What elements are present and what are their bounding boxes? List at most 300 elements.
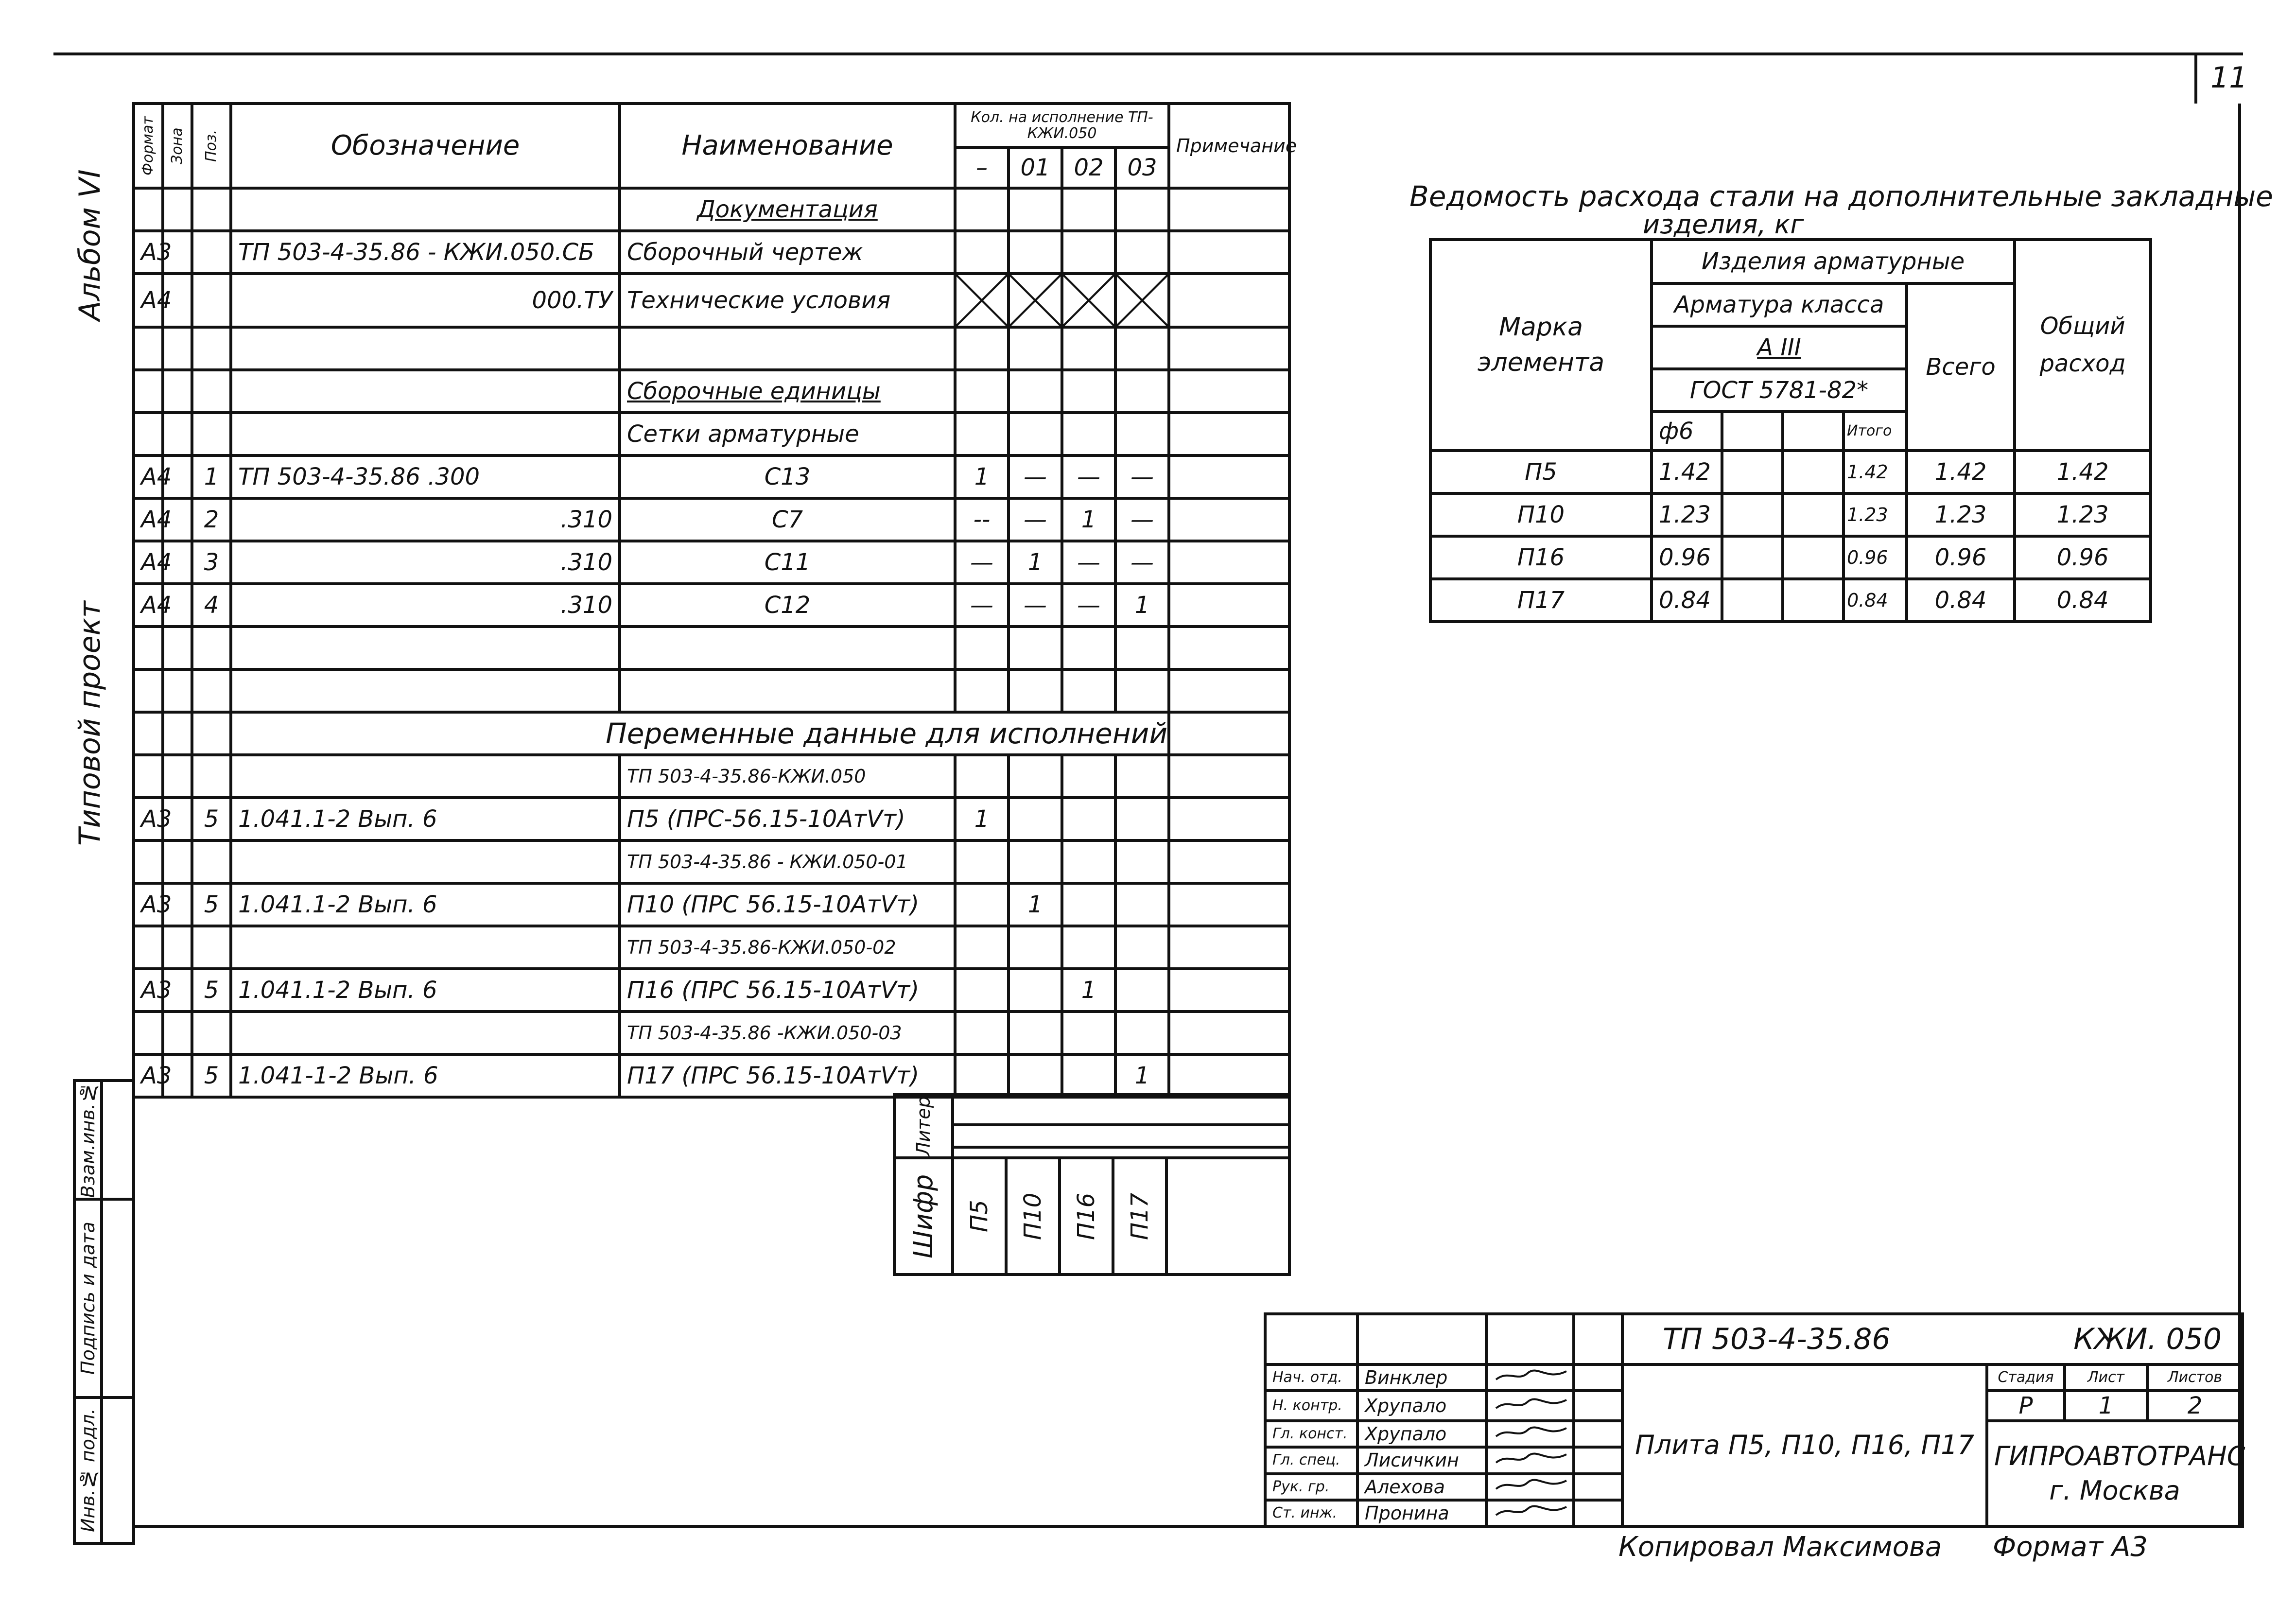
spec-header-row <box>134 104 1289 147</box>
header-zone: Зона <box>163 104 192 188</box>
spec-qty-cell: 1 <box>1062 498 1115 541</box>
spec-format-cell <box>134 370 163 413</box>
spec-qty-cell <box>1009 798 1062 840</box>
header-name: Наименование <box>620 104 955 188</box>
spec-row <box>134 1054 1289 1097</box>
steel-vsego-cell: 1.23 <box>1907 493 2015 536</box>
spec-designation-cell <box>231 755 620 798</box>
spec-designation-cell: 1.041.1-2 Вып. 6 <box>231 969 620 1012</box>
spec-qty-cell <box>955 370 1009 413</box>
spec-qty-cell <box>1062 926 1115 969</box>
spec-zone-cell <box>163 188 192 231</box>
spec-qty-cell <box>1009 755 1062 798</box>
spec-row <box>134 798 1289 840</box>
sheet-format: Формат А3 <box>1993 1531 2148 1563</box>
spec-note-cell <box>1169 1054 1289 1097</box>
steel-total-cell: 1.23 <box>2015 493 2151 536</box>
spec-format-cell <box>134 926 163 969</box>
spec-name-cell: П5 (ПРС-56.15-10АтVт) <box>620 798 955 840</box>
header-format: Формат <box>134 104 163 188</box>
spec-not-applicable-cell <box>955 274 1009 327</box>
spec-qty-cell <box>1115 1012 1169 1054</box>
spec-name-cell: П16 (ПРС 56.15-10АтVт) <box>620 969 955 1012</box>
spec-zone-cell <box>163 370 192 413</box>
spec-note-cell <box>1169 188 1289 231</box>
spec-qty-cell: — <box>1062 541 1115 584</box>
specification-table <box>132 102 1297 1099</box>
spec-qty-cell <box>1062 327 1115 370</box>
liter-cipher-block <box>893 1093 1291 1276</box>
spec-row <box>134 231 1289 274</box>
spec-zone-cell <box>163 669 192 712</box>
steel-table <box>1429 238 2152 623</box>
spec-designation-cell <box>231 840 620 883</box>
steel-empty-cell <box>1722 493 1783 536</box>
person-signature <box>1486 1500 1574 1526</box>
spec-name-cell: Документация <box>620 188 955 231</box>
steel-itogo-cell: 0.84 <box>1844 579 1907 622</box>
header-note: Примечание <box>1169 104 1289 188</box>
person-date <box>1574 1364 1622 1391</box>
spec-qty-cell: — <box>1062 584 1115 627</box>
spec-qty-cell <box>955 231 1009 274</box>
steel-empty-cell <box>1783 451 1844 493</box>
spec-format-cell <box>134 627 163 669</box>
spec-pos-cell: 5 <box>192 798 231 840</box>
steel-total-cell: 0.96 <box>2015 536 2151 579</box>
spec-qty-cell <box>1115 840 1169 883</box>
spec-row <box>134 584 1289 627</box>
spec-name-cell: Сетки арматурные <box>620 413 955 455</box>
spec-qty-cell: — <box>1009 498 1062 541</box>
person-name: Пронина <box>1357 1500 1486 1526</box>
spec-qty-cell: 1 <box>1062 969 1115 1012</box>
steel-vsego-cell: 0.84 <box>1907 579 2015 622</box>
spec-qty-cell <box>1062 188 1115 231</box>
steel-empty-cell <box>1783 536 1844 579</box>
spec-name-cell: С11 <box>620 541 955 584</box>
spec-row <box>134 1012 1289 1054</box>
spec-format-cell <box>134 755 163 798</box>
spec-qty-cell: -- <box>955 498 1009 541</box>
org-line1: ГИПРОАВТОТРАНС <box>1994 1441 2245 1472</box>
spec-note-cell <box>1169 498 1289 541</box>
steel-header-total: Общий расход <box>2015 240 2151 451</box>
steel-header-mark: Марка элемента <box>1430 240 1652 451</box>
spec-pos-cell: 3 <box>192 541 231 584</box>
sheet-value: 1 <box>2065 1391 2147 1421</box>
spec-qty-cell <box>955 669 1009 712</box>
spec-note-cell <box>1169 231 1289 274</box>
spec-qty-cell <box>1115 969 1169 1012</box>
spec-row <box>134 188 1289 231</box>
spec-qty-cell <box>955 188 1009 231</box>
spec-qty-cell: — <box>1009 584 1062 627</box>
title-block <box>1264 1312 2244 1528</box>
spec-note-cell <box>1169 370 1289 413</box>
person-name: Лисичкин <box>1357 1447 1486 1473</box>
spec-qty-cell <box>1009 413 1062 455</box>
steel-itogo-cell: 1.42 <box>1844 451 1907 493</box>
steel-empty-cell <box>1722 536 1783 579</box>
spec-qty-cell <box>1062 370 1115 413</box>
spec-pos-cell: 5 <box>192 883 231 926</box>
side-stamp-signature: Подпись и дата <box>74 1199 102 1397</box>
spec-qty-cell <box>1009 926 1062 969</box>
person-date <box>1574 1474 1622 1500</box>
item-name: Плита П5, П10, П16, П17 <box>1622 1364 1987 1526</box>
stage-value: Р <box>1987 1391 2065 1421</box>
spec-designation-cell <box>231 627 620 669</box>
spec-note-cell <box>1169 584 1289 627</box>
liter-label: Литер <box>894 1095 953 1158</box>
spec-pos-cell: 2 <box>192 498 231 541</box>
steel-row <box>1430 451 2151 493</box>
spec-qty-cell: — <box>1062 455 1115 498</box>
spec-qty-cell <box>1115 413 1169 455</box>
spec-format-cell: А3 <box>134 231 163 274</box>
spec-zone-cell <box>163 840 192 883</box>
spec-format-cell <box>134 1012 163 1054</box>
spec-row <box>134 926 1289 969</box>
spec-note-cell <box>1169 627 1289 669</box>
project-label: Типовой проект <box>73 601 107 846</box>
spec-row <box>134 755 1289 798</box>
steel-header-items: Изделия арматурные <box>1652 240 2015 283</box>
spec-qty-cell <box>955 327 1009 370</box>
qty-col-base: – <box>955 147 1009 188</box>
spec-note-cell <box>1169 883 1289 926</box>
spec-name-cell: ТП 503-4-35.86-КЖИ.050 <box>620 755 955 798</box>
steel-mark-cell: П5 <box>1430 451 1652 493</box>
spec-row <box>134 712 1289 755</box>
spec-zone-cell <box>163 755 192 798</box>
spec-row <box>134 969 1289 1012</box>
spec-designation-cell: 1.041.1-2 Вып. 6 <box>231 798 620 840</box>
steel-phi-cell: 0.84 <box>1652 579 1722 622</box>
person-signature <box>1486 1421 1574 1447</box>
spec-qty-cell: — <box>1115 541 1169 584</box>
spec-pos-cell <box>192 712 231 755</box>
spec-row <box>134 327 1289 370</box>
steel-phi-cell: 1.42 <box>1652 451 1722 493</box>
spec-qty-cell <box>1115 883 1169 926</box>
steel-phi-cell: 1.23 <box>1652 493 1722 536</box>
side-stamp-replace: Взам.инв.№ <box>74 1081 102 1199</box>
person-signature <box>1486 1364 1574 1391</box>
spec-qty-cell <box>955 883 1009 926</box>
spec-zone-cell <box>163 413 192 455</box>
spec-qty-cell <box>1009 370 1062 413</box>
steel-empty-cell <box>1783 579 1844 622</box>
spec-qty-cell <box>1062 883 1115 926</box>
person-date <box>1574 1500 1622 1526</box>
person-role: Гл. конст. <box>1265 1421 1357 1447</box>
spec-note-cell <box>1169 274 1289 327</box>
spec-qty-cell <box>1115 926 1169 969</box>
spec-qty-cell <box>1062 1054 1115 1097</box>
spec-format-cell <box>134 188 163 231</box>
spec-designation-cell <box>231 1012 620 1054</box>
steel-header-itogo: Итого <box>1844 412 1907 451</box>
sheet-label: Лист <box>2065 1364 2147 1391</box>
steel-title-line2: изделия, кг <box>1643 209 1804 240</box>
title-person-row <box>1265 1364 2243 1391</box>
album-label: Альбом VI <box>73 169 107 321</box>
steel-phi-cell: 0.96 <box>1652 536 1722 579</box>
steel-header-class: А III <box>1652 326 1907 369</box>
person-name: Винклер <box>1357 1364 1486 1391</box>
person-role: Нач. отд. <box>1265 1364 1357 1391</box>
copied-by: Копировал Максимова <box>1618 1531 1942 1563</box>
spec-row <box>134 455 1289 498</box>
spec-qty-cell <box>1009 627 1062 669</box>
top-border-line <box>53 52 2243 55</box>
steel-itogo-cell: 1.23 <box>1844 493 1907 536</box>
person-role: Н. контр. <box>1265 1391 1357 1421</box>
spec-note-cell <box>1169 798 1289 840</box>
spec-name-cell: П17 (ПРС 56.15-10АтVт) <box>620 1054 955 1097</box>
spec-qty-cell <box>1115 755 1169 798</box>
steel-vsego-cell: 0.96 <box>1907 536 2015 579</box>
spec-pos-cell <box>192 627 231 669</box>
spec-zone-cell <box>163 627 192 669</box>
spec-pos-cell <box>192 1012 231 1054</box>
spec-row <box>134 669 1289 712</box>
spec-qty-cell <box>1009 327 1062 370</box>
qty-col-02: 02 <box>1062 147 1115 188</box>
spec-row <box>134 498 1289 541</box>
spec-format-cell: А3 <box>134 883 163 926</box>
spec-qty-cell <box>1115 627 1169 669</box>
header-designation: Обозначение <box>231 104 620 188</box>
spec-designation-cell <box>231 926 620 969</box>
spec-row <box>134 413 1289 455</box>
spec-qty-cell <box>955 1054 1009 1097</box>
spec-qty-cell <box>1169 712 1289 755</box>
spec-name-cell: П10 (ПРС 56.15-10АтVт) <box>620 883 955 926</box>
spec-qty-cell: 1 <box>955 455 1009 498</box>
steel-row <box>1430 579 2151 622</box>
spec-name-cell: Сборочный чертеж <box>620 231 955 274</box>
spec-qty-cell <box>1009 1054 1062 1097</box>
spec-qty-cell <box>1115 669 1169 712</box>
spec-qty-cell: — <box>955 541 1009 584</box>
spec-pos-cell: 5 <box>192 1054 231 1097</box>
spec-zone-cell <box>163 1012 192 1054</box>
spec-row <box>134 883 1289 926</box>
organization <box>1987 1421 2243 1526</box>
spec-note-cell <box>1169 541 1289 584</box>
spec-format-cell: А4 <box>134 498 163 541</box>
cipher-p10: П10 <box>1006 1158 1060 1275</box>
spec-qty-cell: 1 <box>1115 1054 1169 1097</box>
spec-pos-cell <box>192 413 231 455</box>
steel-empty-cell <box>1722 579 1783 622</box>
spec-row <box>134 274 1289 327</box>
spec-format-cell <box>134 840 163 883</box>
person-date <box>1574 1391 1622 1421</box>
sheets-value: 2 <box>2147 1391 2243 1421</box>
person-name: Хрупало <box>1357 1391 1486 1421</box>
steel-total-cell: 1.42 <box>2015 451 2151 493</box>
person-name: Хрупало <box>1357 1421 1486 1447</box>
spec-note-cell <box>1169 669 1289 712</box>
side-stamp <box>73 1079 135 1545</box>
steel-header-vsego: Всего <box>1907 283 2015 451</box>
steel-title-line1: Ведомость расхода стали на дополнительные закладные <box>1409 180 2273 213</box>
spec-name-cell: Сборочные единицы <box>620 370 955 413</box>
spec-format-cell <box>134 327 163 370</box>
spec-name-cell: ТП 503-4-35.86 -КЖИ.050-03 <box>620 1012 955 1054</box>
spec-format-cell: А4 <box>134 455 163 498</box>
spec-qty-cell <box>1115 370 1169 413</box>
spec-note-cell <box>1169 969 1289 1012</box>
spec-format-cell: А3 <box>134 798 163 840</box>
spec-qty-cell <box>1115 188 1169 231</box>
spec-pos-cell <box>192 231 231 274</box>
spec-name-cell: ТП 503-4-35.86-КЖИ.050-02 <box>620 926 955 969</box>
spec-pos-cell <box>192 926 231 969</box>
spec-designation-cell <box>231 327 620 370</box>
cipher-p17: П17 <box>1113 1158 1166 1275</box>
page-number: 11 <box>2210 61 2248 95</box>
spec-format-cell: А3 <box>134 1054 163 1097</box>
spec-qty-cell <box>1062 840 1115 883</box>
spec-pos-cell: 1 <box>192 455 231 498</box>
spec-qty-cell: 1 <box>955 798 1009 840</box>
cipher-p16: П16 <box>1060 1158 1113 1275</box>
page-number-divider <box>2194 52 2197 104</box>
spec-row <box>134 840 1289 883</box>
spec-section-heading: Переменные данные для исполнений <box>231 712 1169 755</box>
spec-pos-cell <box>192 327 231 370</box>
spec-not-applicable-cell <box>1115 274 1169 327</box>
spec-designation-cell <box>231 413 620 455</box>
steel-header-gost: ГОСТ 5781-82* <box>1652 369 1907 412</box>
spec-note-cell <box>1169 327 1289 370</box>
person-name: Алехова <box>1357 1474 1486 1500</box>
spec-qty-cell <box>1009 669 1062 712</box>
spec-name-cell: С7 <box>620 498 955 541</box>
spec-pos-cell <box>192 669 231 712</box>
spec-zone-cell <box>163 926 192 969</box>
steel-row <box>1430 536 2151 579</box>
person-role: Ст. инж. <box>1265 1500 1357 1526</box>
steel-itogo-cell: 0.96 <box>1844 536 1907 579</box>
spec-note-cell <box>1169 755 1289 798</box>
spec-designation-cell: ТП 503-4-35.86 - КЖИ.050.СБ <box>231 231 620 274</box>
spec-qty-cell <box>1062 627 1115 669</box>
spec-format-cell: А4 <box>134 584 163 627</box>
spec-qty-cell: — <box>1115 455 1169 498</box>
spec-note-cell <box>1169 413 1289 455</box>
stage-label: Стадия <box>1987 1364 2065 1391</box>
spec-qty-cell <box>955 1012 1009 1054</box>
steel-vsego-cell: 1.42 <box>1907 451 2015 493</box>
person-date <box>1574 1447 1622 1473</box>
spec-zone-cell <box>163 327 192 370</box>
spec-qty-cell <box>1009 188 1062 231</box>
spec-qty-cell: — <box>1009 455 1062 498</box>
spec-name-cell: Технические условия <box>620 274 955 327</box>
spec-designation-cell <box>231 669 620 712</box>
spec-qty-cell <box>1009 840 1062 883</box>
spec-format-cell <box>134 712 163 755</box>
qty-col-01: 01 <box>1009 147 1062 188</box>
spec-qty-cell <box>1115 231 1169 274</box>
spec-designation-cell: 1.041-1-2 Вып. 6 <box>231 1054 620 1097</box>
spec-name-cell <box>620 627 955 669</box>
spec-qty-cell: — <box>1115 498 1169 541</box>
spec-note-cell <box>1169 840 1289 883</box>
spec-pos-cell <box>192 840 231 883</box>
person-role: Рук. гр. <box>1265 1474 1357 1500</box>
steel-empty-cell <box>1722 451 1783 493</box>
cipher-p5: П5 <box>953 1158 1006 1275</box>
spec-designation-cell <box>231 370 620 413</box>
steel-row <box>1430 493 2151 536</box>
spec-row <box>134 541 1289 584</box>
spec-pos-cell <box>192 188 231 231</box>
org-line2: г. Москва <box>2049 1475 2180 1506</box>
spec-qty-cell <box>1009 1012 1062 1054</box>
person-signature <box>1486 1391 1574 1421</box>
spec-name-cell: С12 <box>620 584 955 627</box>
spec-qty-cell <box>955 969 1009 1012</box>
spec-format-cell <box>134 413 163 455</box>
spec-qty-cell: 1 <box>1115 584 1169 627</box>
spec-not-applicable-cell <box>1062 274 1115 327</box>
spec-qty-cell: 1 <box>1009 883 1062 926</box>
spec-note-cell <box>1169 455 1289 498</box>
person-signature <box>1486 1474 1574 1500</box>
spec-designation-cell: .310 <box>231 498 620 541</box>
spec-pos-cell <box>192 370 231 413</box>
doc-number: ТП 503-4-35.86 <box>1663 1322 1891 1356</box>
spec-format-cell: А4 <box>134 274 163 327</box>
steel-header-armature-class: Арматура класса <box>1652 283 1907 326</box>
spec-pos-cell <box>192 274 231 327</box>
spec-qty-cell <box>1115 798 1169 840</box>
spec-qty-cell <box>955 627 1009 669</box>
header-qty-title: Кол. на исполнение ТП- КЖИ.050 <box>955 104 1169 147</box>
spec-qty-cell <box>1062 231 1115 274</box>
spec-qty-cell <box>1009 969 1062 1012</box>
spec-qty-cell <box>1062 798 1115 840</box>
steel-mark-cell: П16 <box>1430 536 1652 579</box>
spec-designation-cell: .310 <box>231 584 620 627</box>
qty-col-03: 03 <box>1115 147 1169 188</box>
sheets-label: Листов <box>2147 1364 2243 1391</box>
spec-row <box>134 370 1289 413</box>
spec-name-cell: ТП 503-4-35.86 - КЖИ.050-01 <box>620 840 955 883</box>
spec-designation-cell: .310 <box>231 541 620 584</box>
spec-note-cell <box>1169 1012 1289 1054</box>
person-signature <box>1486 1447 1574 1473</box>
spec-not-applicable-cell <box>1009 274 1062 327</box>
spec-qty-cell <box>955 413 1009 455</box>
cipher-label: Шифр <box>894 1158 953 1275</box>
spec-name-cell: С13 <box>620 455 955 498</box>
steel-total-cell: 0.84 <box>2015 579 2151 622</box>
spec-row <box>134 627 1289 669</box>
spec-qty-cell: — <box>955 584 1009 627</box>
spec-name-cell <box>620 327 955 370</box>
spec-designation-cell: 1.041.1-2 Вып. 6 <box>231 883 620 926</box>
spec-pos-cell: 4 <box>192 584 231 627</box>
spec-qty-cell: 1 <box>1009 541 1062 584</box>
